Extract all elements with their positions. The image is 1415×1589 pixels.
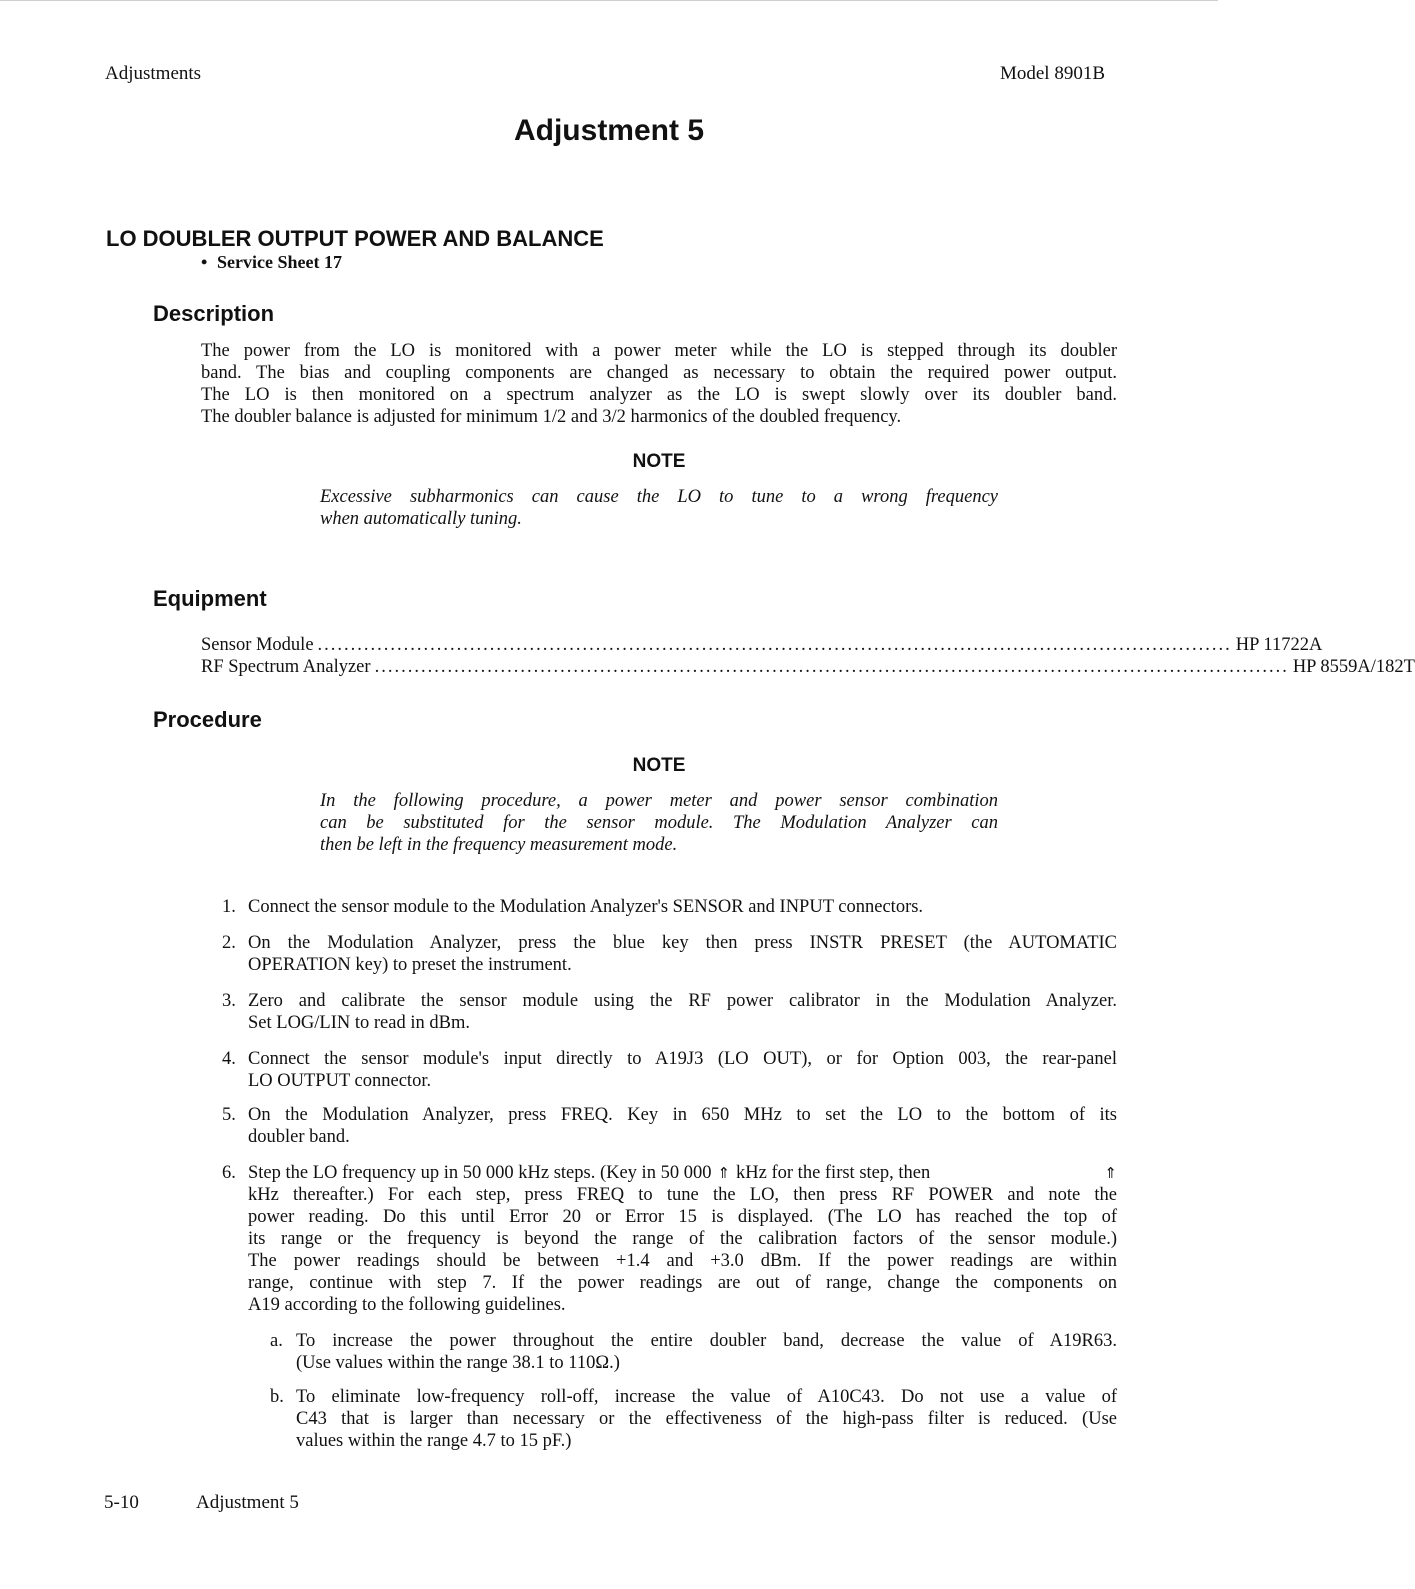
step-number: 5. [222,1105,236,1125]
procedure-step [222,932,1117,976]
description-line: The power from the LO is monitored with a power meter while the LO is stepped through its doubler [201,341,1117,361]
procedure-step [222,1048,1117,1092]
up-arrow-key-icon: ⇑ [717,1164,731,1182]
procedure-heading: Procedure [153,707,262,732]
fraction-three-halves: 3/2 [602,407,626,427]
step-line [248,1162,1117,1184]
bullet: • [201,252,208,272]
equipment-model: HP 8559A/182T [1292,657,1415,677]
note-line: In the following procedure, a power meter and power sensor combination [320,791,998,811]
substep-line: To eliminate low-frequency roll-off, increase the value of A10C43. Do not use a value of [296,1387,1117,1407]
step-line: Connect the sensor module's input directly to A19J3 (LO OUT), or for Option 003, the rear-panel [248,1049,1117,1069]
equipment-item [201,634,1323,656]
step-line: On the Modulation Analyzer, press the blue key then press INSTR PRESET (the AUTOMATIC [248,933,1117,953]
top-border [0,0,1218,1]
step-number: 2. [222,933,236,953]
up-arrow-key-icon: ⇑ [1104,1164,1117,1182]
note-text [320,790,998,856]
step-line: Set LOG/LIN to read in dBm. [248,1013,470,1033]
description-text [201,340,1117,428]
running-header-right: Model 8901B [999,63,1105,84]
substep-letter: b. [270,1387,284,1407]
equipment-name: Sensor Module [201,635,314,655]
substep-line: C43 that is larger than necessary or the effectiveness of the high-pass filter is reduced. (Use [296,1409,1117,1429]
procedure-substep [270,1330,1117,1374]
substep-line: To increase the power throughout the entire doubler band, decrease the value of A19R63. [296,1331,1117,1351]
step-line: range, continue with step 7. If the power readings are out of range, change the components on [248,1273,1117,1293]
note-line: Excessive subharmonics can cause the LO to tune to a wrong frequency [320,487,998,507]
substep-line: values within the range 4.7 to 15 pF.) [296,1431,572,1451]
description-text-segment: harmonics of the doubled frequency. [625,407,902,427]
procedure-step [222,1162,1117,1316]
footer-title: Adjustment 5 [196,1492,299,1513]
step-line: The power readings should be between +1.4 and +3.0 dBm. If the power readings are within [248,1251,1117,1271]
procedure-step [222,1104,1117,1148]
procedure-substep [270,1386,1117,1452]
equipment-name: RF Spectrum Analyzer [201,657,371,677]
step-line: On the Modulation Analyzer, press FREQ. Key in 650 MHz to set the LO to the bottom of its [248,1105,1117,1125]
procedure-step [222,896,1117,918]
step-number: 1. [222,897,236,917]
step-line: LO OUTPUT connector. [248,1071,432,1091]
page-title: Adjustment 5 [513,114,705,147]
section-title: LO DOUBLER OUTPUT POWER AND BALANCE [106,226,604,251]
service-sheet-reference [201,252,342,273]
step-line: power reading. Do this until Error 20 or Error 15 is displayed. (The LO has reached the top of [248,1207,1117,1227]
description-text-segment: and [566,407,603,427]
step-line: Connect the sensor module to the Modulation Analyzer's SENSOR and INPUT connectors. [248,897,924,917]
description-line: band. The bias and coupling components are changed as necessary to obtain the required power output. [201,363,1117,383]
note-title: NOTE [632,755,686,776]
substep-line: (Use values within the range 38.1 to 110Ω.) [296,1353,620,1373]
description-text-segment: The doubler balance is adjusted for minimum [201,407,543,427]
leader-dots: .......................................................................................................................................... [317,635,1232,655]
service-sheet-label: Service Sheet 17 [217,252,342,272]
step-text-segment: Step the LO frequency up in 50 000 kHz steps. (Key in 50 000 [248,1163,712,1183]
note-title: NOTE [632,451,686,472]
equipment-heading: Equipment [153,586,267,611]
step-number: 3. [222,991,236,1011]
step-line: kHz thereafter.) For each step, press FREQ to tune the LO, then press RF POWER and note the [248,1185,1117,1205]
description-line: The LO is then monitored on a spectrum analyzer as the LO is swept slowly over its doubler band. [201,385,1117,405]
substep-letter: a. [270,1331,283,1351]
note-line: then be left in the frequency measurement mode. [320,835,678,855]
step-line: its range or the frequency is beyond the range of the calibration factors of the sensor module.) [248,1229,1117,1249]
equipment-item [201,656,1415,678]
step-number: 6. [222,1163,236,1183]
note-line: can be substituted for the sensor module. The Modulation Analyzer can [320,813,998,833]
description-line [201,406,1117,428]
note-line: when automatically tuning. [320,509,522,529]
leader-dots: .......................................................................................................................................... [374,657,1289,677]
step-text-segment: kHz for the first step, then [736,1163,931,1183]
running-header-left: Adjustments [105,63,202,84]
procedure-step [222,990,1117,1034]
step-line: doubler band. [248,1127,350,1147]
note-text [320,486,998,530]
equipment-model: HP 11722A [1235,635,1323,655]
step-number: 4. [222,1049,236,1069]
step-line: OPERATION key) to preset the instrument. [248,955,572,975]
description-heading: Description [153,301,275,326]
page-number: 5-10 [104,1492,139,1513]
fraction-half: 1/2 [542,407,567,427]
step-line: A19 according to the following guidelines. [248,1295,566,1315]
step-line: Zero and calibrate the sensor module using the RF power calibrator in the Modulation Analyzer. [248,991,1117,1011]
